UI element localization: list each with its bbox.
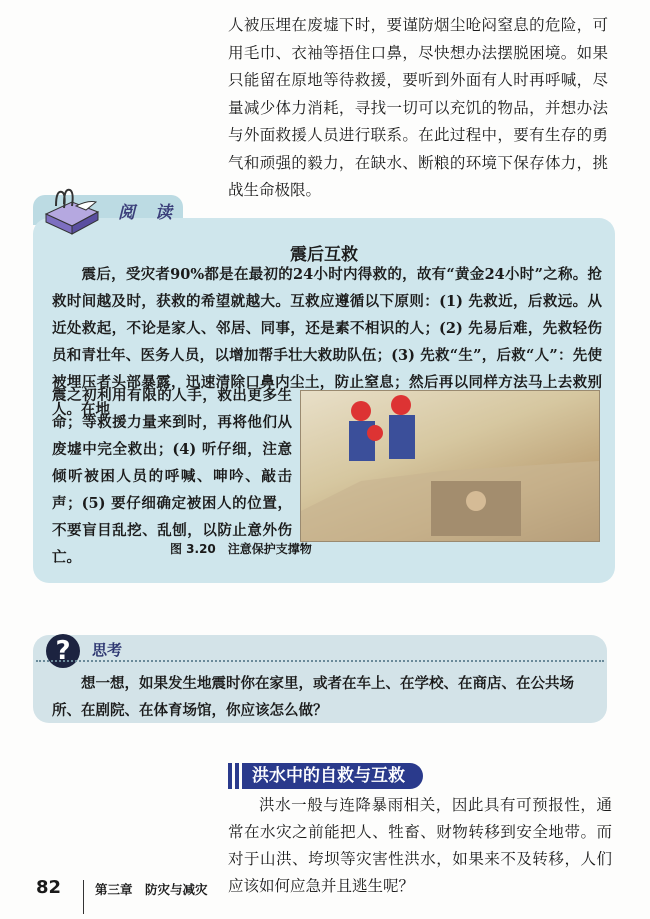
reading-title: 震后互救	[290, 245, 358, 265]
footer-divider	[83, 880, 84, 914]
reading-body: 震后，受灾者90%都是在最初的24小时内得救的，故有“黄金24小时”之称。抢救时间越及时，获救的希望就越大。互救应遵循以下原则：(1) 先救近，后救远。从近处救起，不论是家人、邻居、同事，还是素不相识的人；(2) 先易后难，先救轻伤员和青壮年、医务人员，以增加帮手壮大救助队伍；(3) 先救“生”，后救“人”：先使被埋压者头部暴露，迅速清除口鼻内尘土，防止窒息；然后再以同样方法马上去救别人。在地	[52, 266, 602, 418]
figure-caption: 图 3.20 注意保护支撑物	[170, 542, 312, 556]
intro-paragraph: 人被压埋在废墟下时，要谨防烟尘呛闷窒息的危险，可用毛巾、衣袖等捂住口鼻，尽快想办法摆脱困境。如果只能留在原地等待救援，要听到外面有人时再呼喊，尽量减少体力消耗，寻找一切可以充饥的物品，并想办法与外面救援人员进行联系。在此过程中，要有生存的勇气和顽强的毅力，在缺水、断粮的环境下保存体力，挑战生命极限。	[228, 16, 608, 199]
dotted-divider	[36, 660, 604, 662]
think-text: 想一想，如果发生地震时你在家里，或者在车上、在学校、在商店、在公共场所、在剧院、在体育场馆，你应该怎么做？	[52, 675, 574, 719]
chapter-title: 第三章 防灾与减灾	[95, 882, 208, 897]
notebook-icon	[42, 186, 102, 236]
section-heading	[228, 763, 423, 789]
reading-body-continued: 震之初利用有限的人手，救出更多生命；等救援力量来到时，再将他们从废墟中完全救出；(4) 听仔细，注意倾听被困人员的呼喊、呻吟、敲击声；(5) 要仔细确定被困人的位置，不要盲目乱挖、乱刨，以防止意外伤亡。	[52, 387, 292, 566]
heading-bar	[228, 763, 232, 789]
page-number: 82	[36, 877, 62, 898]
question-icon: ?	[46, 634, 80, 668]
rescue-illustration	[300, 390, 600, 542]
section-title: 洪水中的自救与互救	[242, 763, 423, 789]
flood-paragraph: 洪水一般与连降暴雨相关，因此具有可预报性，通常在水灾之前能把人、牲畜、财物转移到安全地带。而对于山洪、垮坝等灾害性洪水，如果来不及转移，人们应该如何应急并且逃生呢？	[228, 796, 612, 895]
heading-bar	[235, 763, 239, 789]
reading-label: 阅读	[118, 203, 192, 223]
think-label: 思考	[92, 641, 123, 659]
